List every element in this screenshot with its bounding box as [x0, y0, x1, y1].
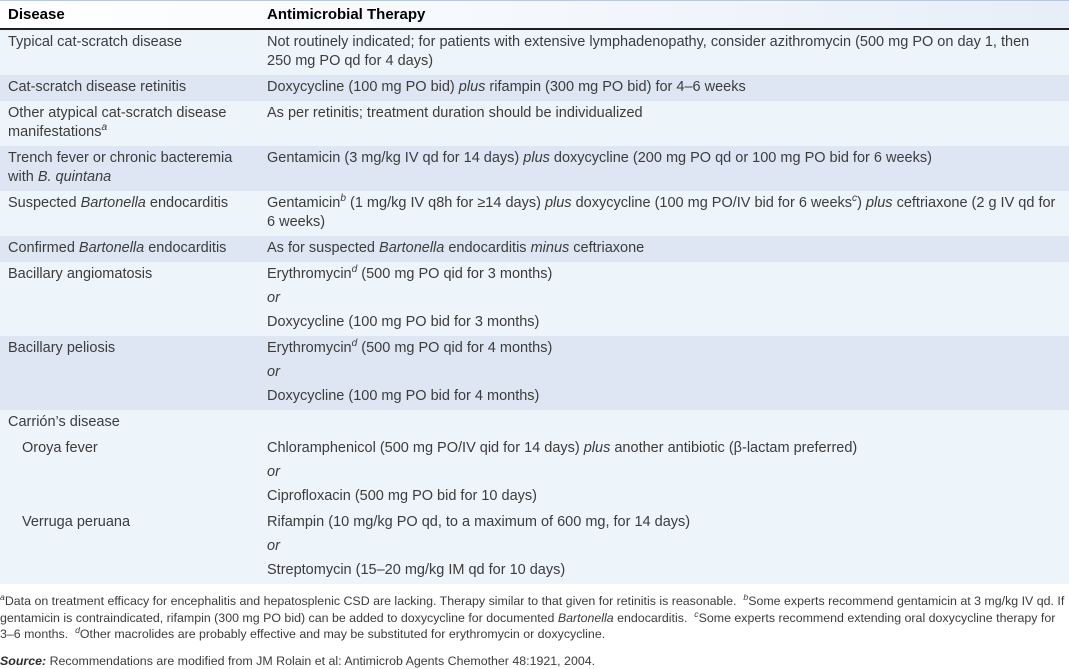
therapy-line: Erythromycin$^d$ (500 mg PO qid for 3 months)	[267, 264, 553, 282]
disease-cell: Bacillary angiomatosis	[8, 266, 153, 282]
therapy-cell	[259, 510, 1069, 584]
therapy-line: Erythromycin$^d$ (500 mg PO qid for 4 months)	[267, 338, 553, 356]
therapy-line: Ciprofloxacin (500 mg PO bid for 10 days)	[267, 488, 537, 504]
table-row	[0, 30, 1069, 75]
therapy-line: Rifampin (10 mg/kg PO qd, to a maximum of 600 mg, for 14 days)	[267, 514, 691, 530]
therapy-cell	[259, 236, 1069, 262]
therapy-cell	[259, 191, 1069, 236]
disease-cell: Oroya fever	[22, 440, 98, 456]
table-row	[0, 262, 1069, 336]
therapy-cell	[259, 262, 1069, 336]
table-row	[0, 236, 1069, 262]
disease-cell: Confirmed Bartonella endocarditis	[8, 240, 227, 256]
therapy-cell	[259, 336, 1069, 410]
disease-cell: Verruga peruana	[22, 514, 131, 530]
therapy-line: Doxycycline (100 mg PO bid for 3 months)	[267, 314, 540, 330]
table-row	[0, 510, 1069, 584]
disease-cell: Bacillary peliosis	[8, 340, 116, 356]
column-header-therapy: Antimicrobial Therapy	[267, 6, 426, 23]
disease-cell: Carrión’s disease	[8, 414, 120, 430]
therapy-line: or	[267, 538, 280, 554]
table-row	[0, 101, 1069, 146]
therapy-cell	[259, 146, 1069, 191]
therapy-line: Doxycycline (100 mg PO bid for 4 months)	[267, 388, 540, 404]
therapy-cell	[259, 410, 1069, 436]
disease-cell: Trench fever or chronic bacteremia with B. quintana	[8, 150, 233, 185]
table-body	[0, 30, 1069, 584]
therapy-line: Gentamicin$^b$ (1 mg/kg IV q8h for ≥14 days) plus doxycycline (100 mg PO/IV bid for 6 weeks$^c$) plus ceftriaxone (2 g IV qd for 6 weeks)	[267, 193, 1056, 230]
therapy-line: or	[267, 464, 280, 480]
disease-cell: Suspected Bartonella endocarditis	[8, 195, 229, 211]
table-header-row	[0, 1, 1069, 30]
therapy-cell	[259, 30, 1069, 75]
therapy-line: Chloramphenicol (500 mg PO/IV qid for 14 days) plus another antibiotic (β-lactam preferred)	[267, 440, 858, 456]
therapy-line: As for suspected Bartonella endocarditis minus ceftriaxone	[267, 240, 645, 256]
disease-cell: Cat-scratch disease retinitis	[8, 79, 187, 95]
therapy-line: Not routinely indicated; for patients with extensive lymphadenopathy, consider azithromycin (500 mg PO on day 1, then 250 mg PO qd for 4 days)	[267, 34, 1030, 69]
disease-cell: Typical cat-scratch disease	[8, 34, 183, 50]
source-text: Recommendations are modified from JM Rolain et al: Antimicrob Agents Chemother 48:1921, 2004.	[46, 653, 596, 668]
therapy-line: Doxycycline (100 mg PO bid) plus rifampin (300 mg PO bid) for 4–6 weeks	[267, 79, 746, 95]
table-row	[0, 410, 1069, 436]
table-row	[0, 436, 1069, 510]
table-row	[0, 191, 1069, 236]
table-row	[0, 336, 1069, 410]
therapy-line: Streptomycin (15–20 mg/kg IM qd for 10 days)	[267, 562, 566, 578]
therapy-line: As per retinitis; treatment duration should be individualized	[267, 105, 643, 121]
table-row	[0, 75, 1069, 101]
source-label: Source:	[0, 653, 47, 668]
therapy-line: or	[267, 290, 280, 306]
table-row	[0, 146, 1069, 191]
therapy-line: or	[267, 364, 280, 380]
therapy-cell	[259, 75, 1069, 101]
column-header-disease: Disease	[8, 6, 65, 23]
therapy-cell	[259, 101, 1069, 146]
therapy-line: Gentamicin (3 mg/kg IV qd for 14 days) plus doxycycline (200 mg PO qd or 100 mg PO bid for 6 weeks)	[267, 150, 932, 166]
disease-cell: Other atypical cat-scratch disease manifestations$^a$	[8, 105, 227, 140]
therapy-cell	[259, 436, 1069, 510]
source-line	[0, 653, 1069, 669]
footnotes: $^a$Data on treatment efficacy for encephalitis and hepatosplenic CSD are lacking. Therapy similar to that given for retinitis is reasonable. $^b$Some experts recommend gentamicin at 3 mg/kg IV qd. If gentamicin is contraindicated, rifampin (300 mg PO bid) can be added to doxycycline for documented Bartonella endocarditis. $^c$Some experts recommend extending oral doxycycline therapy for 3–6 months. $^d$Other macrolides are probably effective and may be substituted for erythromycin or doxycycline.	[0, 591, 1065, 641]
